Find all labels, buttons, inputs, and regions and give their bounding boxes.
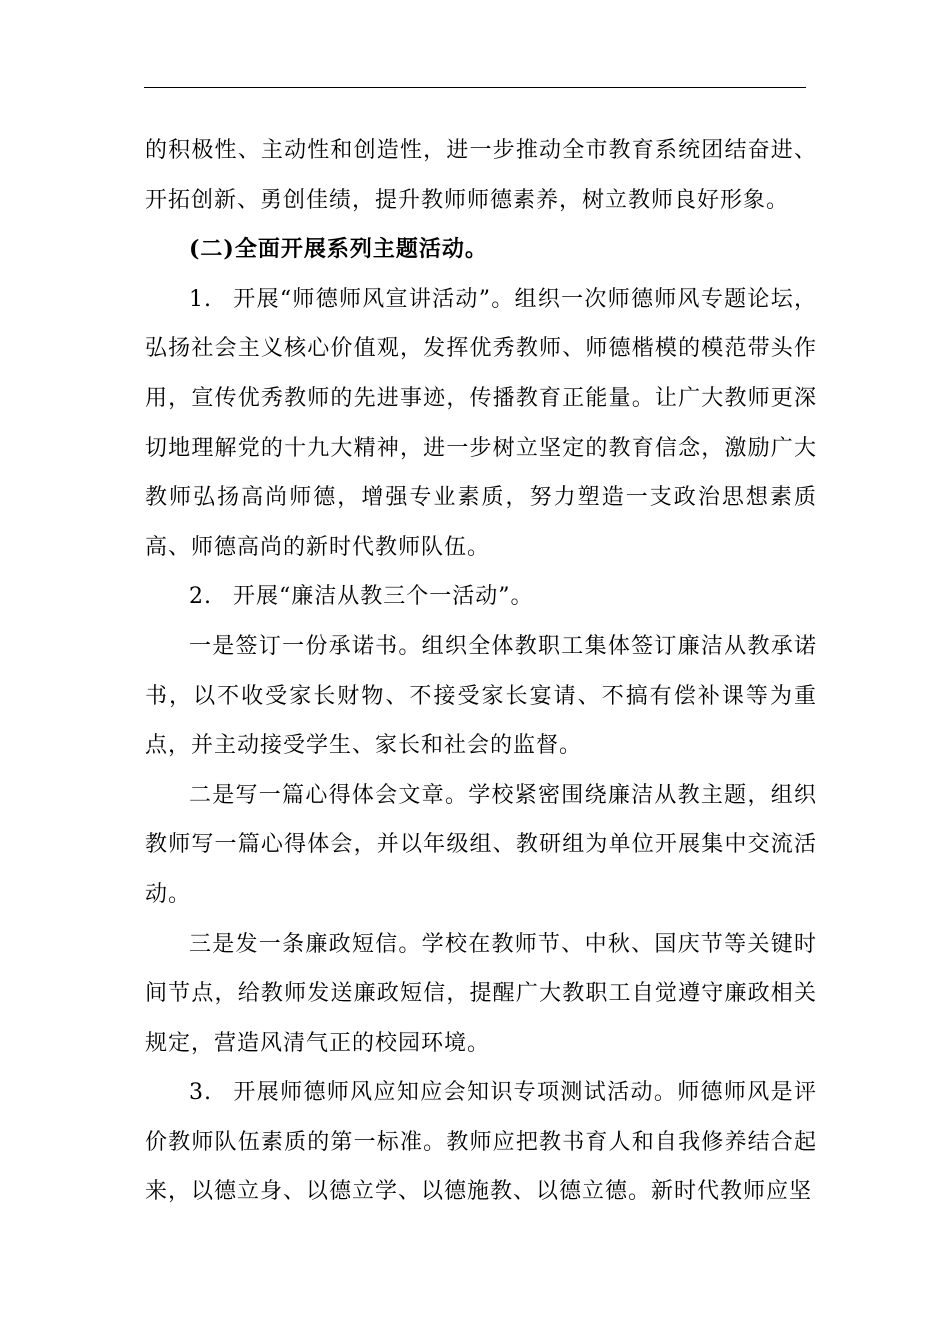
document-body (145, 126, 817, 1217)
paragraph-sms: 三是发一条廉政短信。学校在教师节、中秋、国庆节等关键时间节点，给教师发送廉政短信，提醒广大教职工自觉遵守廉政相关规定，营造风清气正的校园环境。 (145, 931, 817, 1056)
header-rule (144, 87, 806, 88)
paragraph-item-3 (145, 1068, 817, 1217)
paragraph-item-2 (145, 572, 817, 622)
paragraph-continuation: 的积极性、主动性和创造性，进一步推动全市教育系统团结奋进、开拓创新、勇创佳绩，提升教师师德素养，树立教师良好形象。 (145, 138, 817, 213)
paragraph-essay: 二是写一篇心得体会文章。学校紧密围绕廉洁从教主题，组织教师写一篇心得体会，并以年级组、教研组为单位开展集中交流活动。 (145, 782, 817, 907)
paragraph-item-1 (145, 275, 817, 573)
item-number-1: 1. (189, 286, 212, 312)
item-text-2: 开展“廉洁从教三个一活动”。 (233, 584, 534, 610)
section-heading: (二)全面开展系列主题活动。 (189, 236, 488, 263)
paragraph-commitment: 一是签订一份承诺书。组织全体教职工集体签订廉洁从教承诺书，以不收受家长财物、不接受家长宴请、不搞有偿补课等为重点，并主动接受学生、家长和社会的监督。 (145, 633, 817, 759)
item-number-2: 2. (189, 584, 212, 610)
item-number-3: 3. (189, 1080, 212, 1106)
item-text-1: 开展“师德师风宣讲活动”。组织一次师德师风专题论坛，弘扬社会主义核心价值观，发挥优秀教师、师德楷模的模范带头作用，宣传优秀教师的先进事迹，传播教育正能量。让广大教师更深切地理解党的十九大精神，进一步树立坚定的教育信念，激励广大教师弘扬高尚师德，增强专业素质，努力塑造一支政治思想素质高、师德高尚的新时代教师队伍。 (145, 286, 817, 560)
item-text-3: 开展师德师风应知应会知识专项测试活动。师德师风是评价教师队伍素质的第一标准。教师应把教书育人和自我修养结合起来，以德立身、以德立学、以德施教、以德立德。新时代教师应坚 (145, 1080, 817, 1205)
